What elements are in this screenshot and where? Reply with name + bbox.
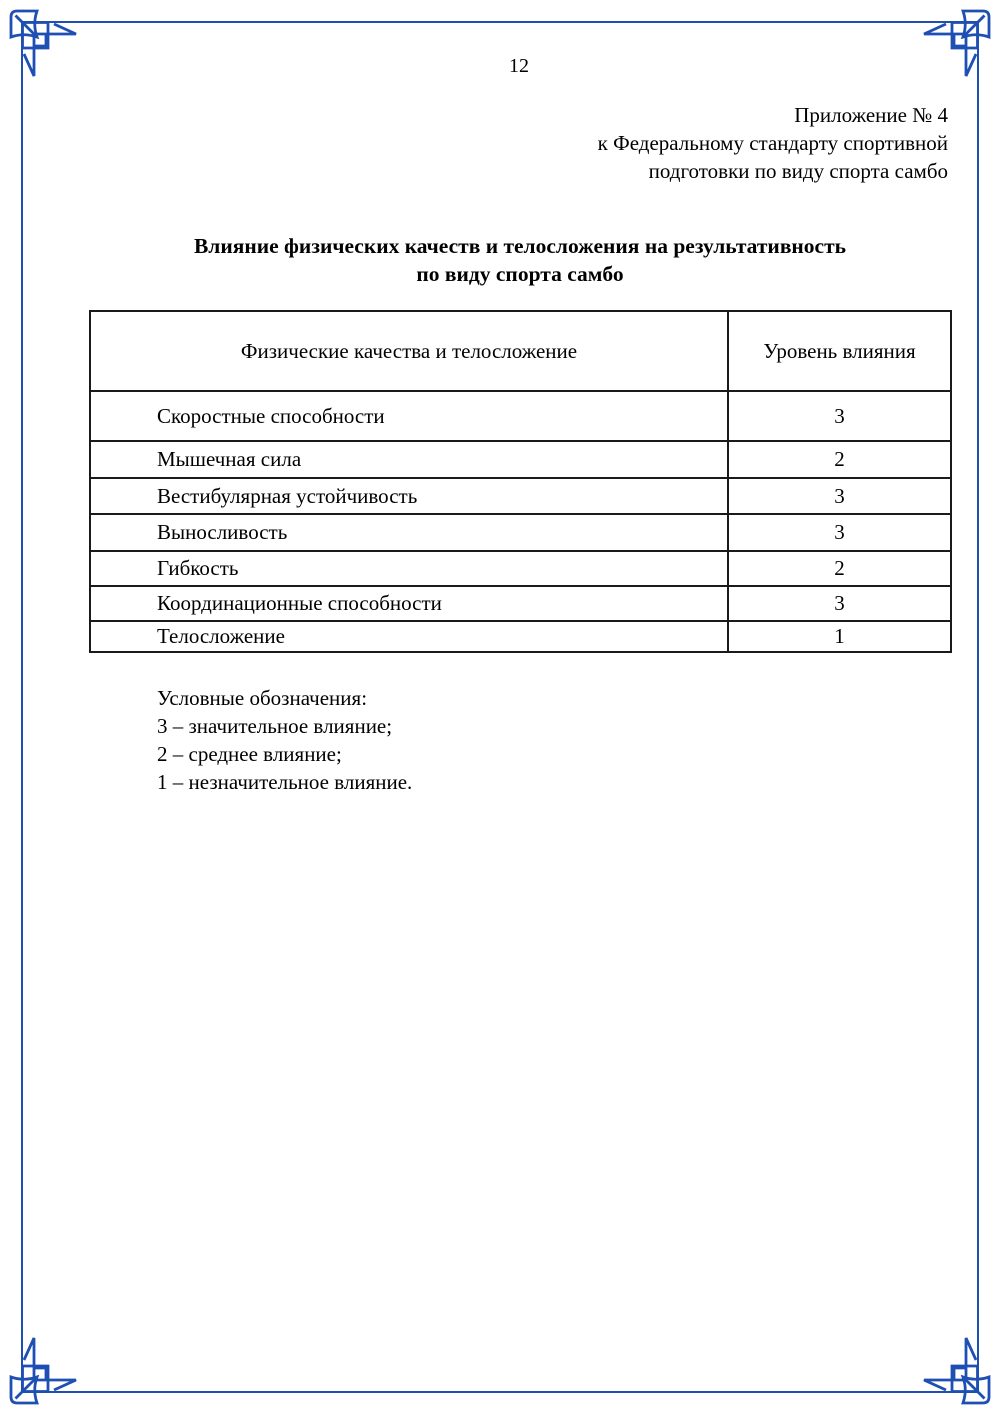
quality-cell: Телосложение (90, 621, 728, 652)
corner-ornament-top-left-icon (0, 0, 80, 80)
level-cell: 2 (728, 551, 951, 586)
appendix-line: подготовки по виду спорта самбо (648, 159, 948, 183)
appendix-line: к Федеральному стандарту спортивной (597, 131, 948, 155)
table-header-row (90, 311, 951, 391)
quality-cell: Вестибулярная устойчивость (90, 478, 728, 514)
page-title-line: по виду спорта самбо (416, 262, 624, 286)
legend-line: 1 – незначительное влияние. (157, 770, 413, 794)
corner-ornament-bottom-left-icon (0, 1334, 80, 1414)
level-cell: 3 (728, 586, 951, 621)
corner-ornament-bottom-right-icon (920, 1334, 1000, 1414)
table-row (90, 586, 951, 621)
table-row (90, 478, 951, 514)
appendix-line: Приложение № 4 (794, 103, 948, 127)
level-cell: 3 (728, 478, 951, 514)
legend (157, 684, 412, 796)
legend-line: 2 – среднее влияние; (157, 742, 342, 766)
level-cell: 2 (728, 441, 951, 478)
page-title (70, 232, 970, 288)
influence-table (89, 310, 952, 653)
appendix-header (348, 101, 948, 185)
column-header-qualities: Физические качества и телосложение (90, 311, 728, 391)
level-cell: 1 (728, 621, 951, 652)
column-header-influence-level: Уровень влияния (728, 311, 951, 391)
legend-title: Условные обозначения: (157, 686, 368, 710)
legend-line: 3 – значительное влияние; (157, 714, 393, 738)
page-number: 12 (509, 55, 529, 77)
quality-cell: Выносливость (90, 514, 728, 551)
table-row (90, 441, 951, 478)
table-row (90, 551, 951, 586)
quality-cell: Мышечная сила (90, 441, 728, 478)
table-row (90, 391, 951, 441)
quality-cell: Координационные способности (90, 586, 728, 621)
page-title-line: Влияние физических качеств и телосложения на результативность (193, 234, 847, 258)
quality-cell: Скоростные способности (90, 391, 728, 441)
table-row (90, 621, 951, 652)
quality-cell: Гибкость (90, 551, 728, 586)
table-row (90, 514, 951, 551)
level-cell: 3 (728, 514, 951, 551)
level-cell: 3 (728, 391, 951, 441)
